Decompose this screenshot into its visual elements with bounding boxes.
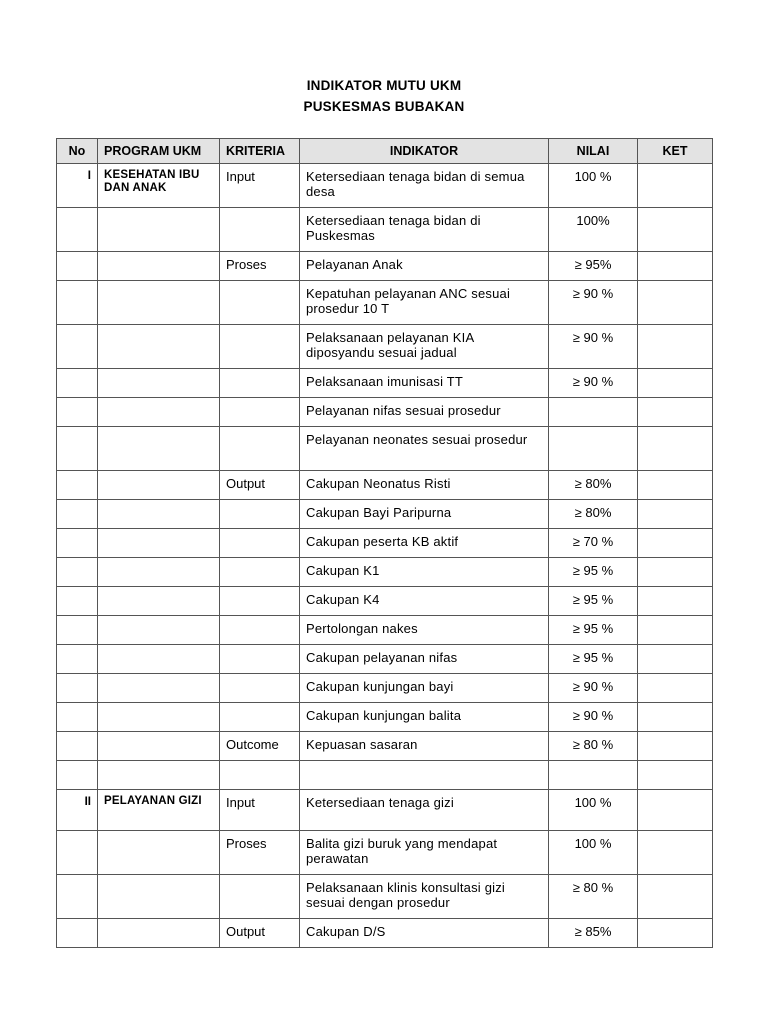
header-ket: KET <box>638 139 713 164</box>
cell-program <box>98 831 220 875</box>
cell-indikator: Cakupan peserta KB aktif <box>300 529 549 558</box>
cell-kriteria: Proses <box>220 831 300 875</box>
cell-program <box>98 919 220 948</box>
cell-indikator: Pelaksanaan pelayanan KIA diposyandu sesuai jadual <box>300 325 549 369</box>
cell-program: PELAYANAN GIZI <box>98 790 220 831</box>
cell-indikator: Pertolongan nakes <box>300 616 549 645</box>
cell-program <box>98 529 220 558</box>
cell-no <box>57 831 98 875</box>
cell-program <box>98 616 220 645</box>
cell-kriteria <box>220 427 300 471</box>
cell-kriteria <box>220 325 300 369</box>
cell-nilai: 100 % <box>549 164 638 208</box>
table-row <box>57 529 713 558</box>
cell-kriteria: Proses <box>220 252 300 281</box>
cell-nilai: ≥ 85% <box>549 919 638 948</box>
cell-indikator: Pelayanan neonates sesuai prosedur <box>300 427 549 471</box>
table-row <box>57 164 713 208</box>
cell-ket <box>638 790 713 831</box>
cell-program <box>98 252 220 281</box>
header-indikator: INDIKATOR <box>300 139 549 164</box>
table-row <box>57 645 713 674</box>
cell-no <box>57 208 98 252</box>
cell-program <box>98 325 220 369</box>
cell-indikator: Kepuasan sasaran <box>300 732 549 761</box>
cell-ket <box>638 558 713 587</box>
cell-no <box>57 281 98 325</box>
cell-kriteria <box>220 558 300 587</box>
cell-kriteria <box>220 398 300 427</box>
cell-ket <box>638 369 713 398</box>
cell-program <box>98 732 220 761</box>
cell-program <box>98 398 220 427</box>
cell-nilai: ≥ 90 % <box>549 325 638 369</box>
cell-indikator: Cakupan kunjungan bayi <box>300 674 549 703</box>
cell-indikator: Cakupan K1 <box>300 558 549 587</box>
cell-ket <box>638 281 713 325</box>
cell-program <box>98 761 220 790</box>
cell-kriteria <box>220 875 300 919</box>
cell-no <box>57 761 98 790</box>
table-row <box>57 252 713 281</box>
table-row <box>57 732 713 761</box>
cell-ket <box>638 831 713 875</box>
table-row <box>57 558 713 587</box>
cell-nilai: 100 % <box>549 790 638 831</box>
cell-program <box>98 875 220 919</box>
cell-kriteria <box>220 587 300 616</box>
cell-no <box>57 398 98 427</box>
cell-no <box>57 529 98 558</box>
table-row <box>57 703 713 732</box>
cell-no <box>57 471 98 500</box>
cell-indikator: Cakupan K4 <box>300 587 549 616</box>
header-kriteria: KRITERIA <box>220 139 300 164</box>
indicator-table <box>56 138 713 948</box>
cell-indikator: Pelaksanaan klinis konsultasi gizi sesuai dengan prosedur <box>300 875 549 919</box>
cell-program <box>98 674 220 703</box>
cell-nilai: ≥ 80 % <box>549 732 638 761</box>
cell-indikator: Cakupan D/S <box>300 919 549 948</box>
cell-nilai: ≥ 90 % <box>549 369 638 398</box>
cell-indikator: Ketersediaan tenaga bidan di semua desa <box>300 164 549 208</box>
table-row <box>57 471 713 500</box>
cell-ket <box>638 616 713 645</box>
cell-program <box>98 208 220 252</box>
table-row <box>57 325 713 369</box>
cell-no <box>57 325 98 369</box>
cell-program <box>98 558 220 587</box>
cell-ket <box>638 645 713 674</box>
table-row <box>57 587 713 616</box>
cell-nilai: ≥ 80 % <box>549 875 638 919</box>
cell-kriteria <box>220 208 300 252</box>
cell-nilai <box>549 761 638 790</box>
cell-no: II <box>57 790 98 831</box>
cell-program <box>98 500 220 529</box>
cell-ket <box>638 427 713 471</box>
cell-indikator: Cakupan pelayanan nifas <box>300 645 549 674</box>
cell-ket <box>638 875 713 919</box>
cell-no <box>57 427 98 471</box>
cell-kriteria: Output <box>220 919 300 948</box>
cell-ket <box>638 703 713 732</box>
cell-no <box>57 875 98 919</box>
cell-ket <box>638 587 713 616</box>
cell-no <box>57 587 98 616</box>
table-row <box>57 427 713 471</box>
cell-nilai: ≥ 95 % <box>549 616 638 645</box>
cell-nilai <box>549 398 638 427</box>
cell-no <box>57 369 98 398</box>
cell-nilai: ≥ 95 % <box>549 587 638 616</box>
cell-kriteria <box>220 529 300 558</box>
cell-nilai: 100% <box>549 208 638 252</box>
cell-kriteria: Outcome <box>220 732 300 761</box>
document-subtitle: PUSKESMAS BUBAKAN <box>303 99 465 114</box>
cell-ket <box>638 471 713 500</box>
cell-ket <box>638 398 713 427</box>
table-row <box>57 790 713 831</box>
cell-ket <box>638 732 713 761</box>
cell-indikator: Cakupan Bayi Paripurna <box>300 500 549 529</box>
cell-nilai: ≥ 95% <box>549 252 638 281</box>
cell-kriteria <box>220 645 300 674</box>
cell-indikator: Ketersediaan tenaga gizi <box>300 790 549 831</box>
cell-indikator: Pelaksanaan imunisasi TT <box>300 369 549 398</box>
table-row <box>57 500 713 529</box>
cell-nilai <box>549 427 638 471</box>
table-row <box>57 208 713 252</box>
cell-no <box>57 558 98 587</box>
cell-kriteria <box>220 281 300 325</box>
table-row <box>57 616 713 645</box>
cell-program <box>98 427 220 471</box>
cell-kriteria <box>220 369 300 398</box>
cell-indikator: Balita gizi buruk yang mendapat perawatan <box>300 831 549 875</box>
table-row <box>57 919 713 948</box>
cell-program <box>98 587 220 616</box>
table-row <box>57 281 713 325</box>
cell-program <box>98 703 220 732</box>
cell-nilai: ≥ 95 % <box>549 645 638 674</box>
cell-ket <box>638 529 713 558</box>
cell-no <box>57 703 98 732</box>
document-title: INDIKATOR MUTU UKM <box>306 78 462 93</box>
cell-kriteria <box>220 703 300 732</box>
cell-indikator: Pelayanan nifas sesuai prosedur <box>300 398 549 427</box>
cell-no <box>57 616 98 645</box>
header-no: No <box>57 139 98 164</box>
cell-program <box>98 369 220 398</box>
cell-ket <box>638 252 713 281</box>
cell-indikator: Kepatuhan pelayanan ANC sesuai prosedur 10 T <box>300 281 549 325</box>
cell-kriteria <box>220 500 300 529</box>
cell-ket <box>638 761 713 790</box>
cell-no <box>57 500 98 529</box>
cell-nilai: ≥ 70 % <box>549 529 638 558</box>
table-row <box>57 369 713 398</box>
cell-indikator: Pelayanan Anak <box>300 252 549 281</box>
cell-nilai: ≥ 80% <box>549 471 638 500</box>
header-nilai: NILAI <box>549 139 638 164</box>
cell-nilai: ≥ 80% <box>549 500 638 529</box>
cell-ket <box>638 500 713 529</box>
cell-nilai: ≥ 90 % <box>549 281 638 325</box>
cell-program: KESEHATAN IBU DAN ANAK <box>98 164 220 208</box>
cell-kriteria <box>220 761 300 790</box>
cell-nilai: ≥ 90 % <box>549 703 638 732</box>
cell-indikator: Cakupan kunjungan balita <box>300 703 549 732</box>
table-row <box>57 398 713 427</box>
cell-kriteria <box>220 674 300 703</box>
cell-no: I <box>57 164 98 208</box>
cell-ket <box>638 919 713 948</box>
cell-nilai: ≥ 90 % <box>549 674 638 703</box>
cell-indikator: Cakupan Neonatus Risti <box>300 471 549 500</box>
cell-nilai: ≥ 95 % <box>549 558 638 587</box>
table-row <box>57 831 713 875</box>
cell-kriteria: Input <box>220 164 300 208</box>
cell-kriteria: Input <box>220 790 300 831</box>
table-row <box>57 761 713 790</box>
cell-program <box>98 281 220 325</box>
cell-no <box>57 674 98 703</box>
table-row <box>57 875 713 919</box>
cell-kriteria: Output <box>220 471 300 500</box>
cell-no <box>57 919 98 948</box>
cell-ket <box>638 674 713 703</box>
cell-ket <box>638 208 713 252</box>
cell-no <box>57 252 98 281</box>
table-header-row <box>57 139 713 164</box>
cell-ket <box>638 164 713 208</box>
header-program: PROGRAM UKM <box>98 139 220 164</box>
cell-program <box>98 471 220 500</box>
cell-ket <box>638 325 713 369</box>
cell-nilai: 100 % <box>549 831 638 875</box>
cell-indikator <box>300 761 549 790</box>
cell-kriteria <box>220 616 300 645</box>
cell-no <box>57 645 98 674</box>
cell-indikator: Ketersediaan tenaga bidan di Puskesmas <box>300 208 549 252</box>
cell-program <box>98 645 220 674</box>
table-row <box>57 674 713 703</box>
cell-no <box>57 732 98 761</box>
